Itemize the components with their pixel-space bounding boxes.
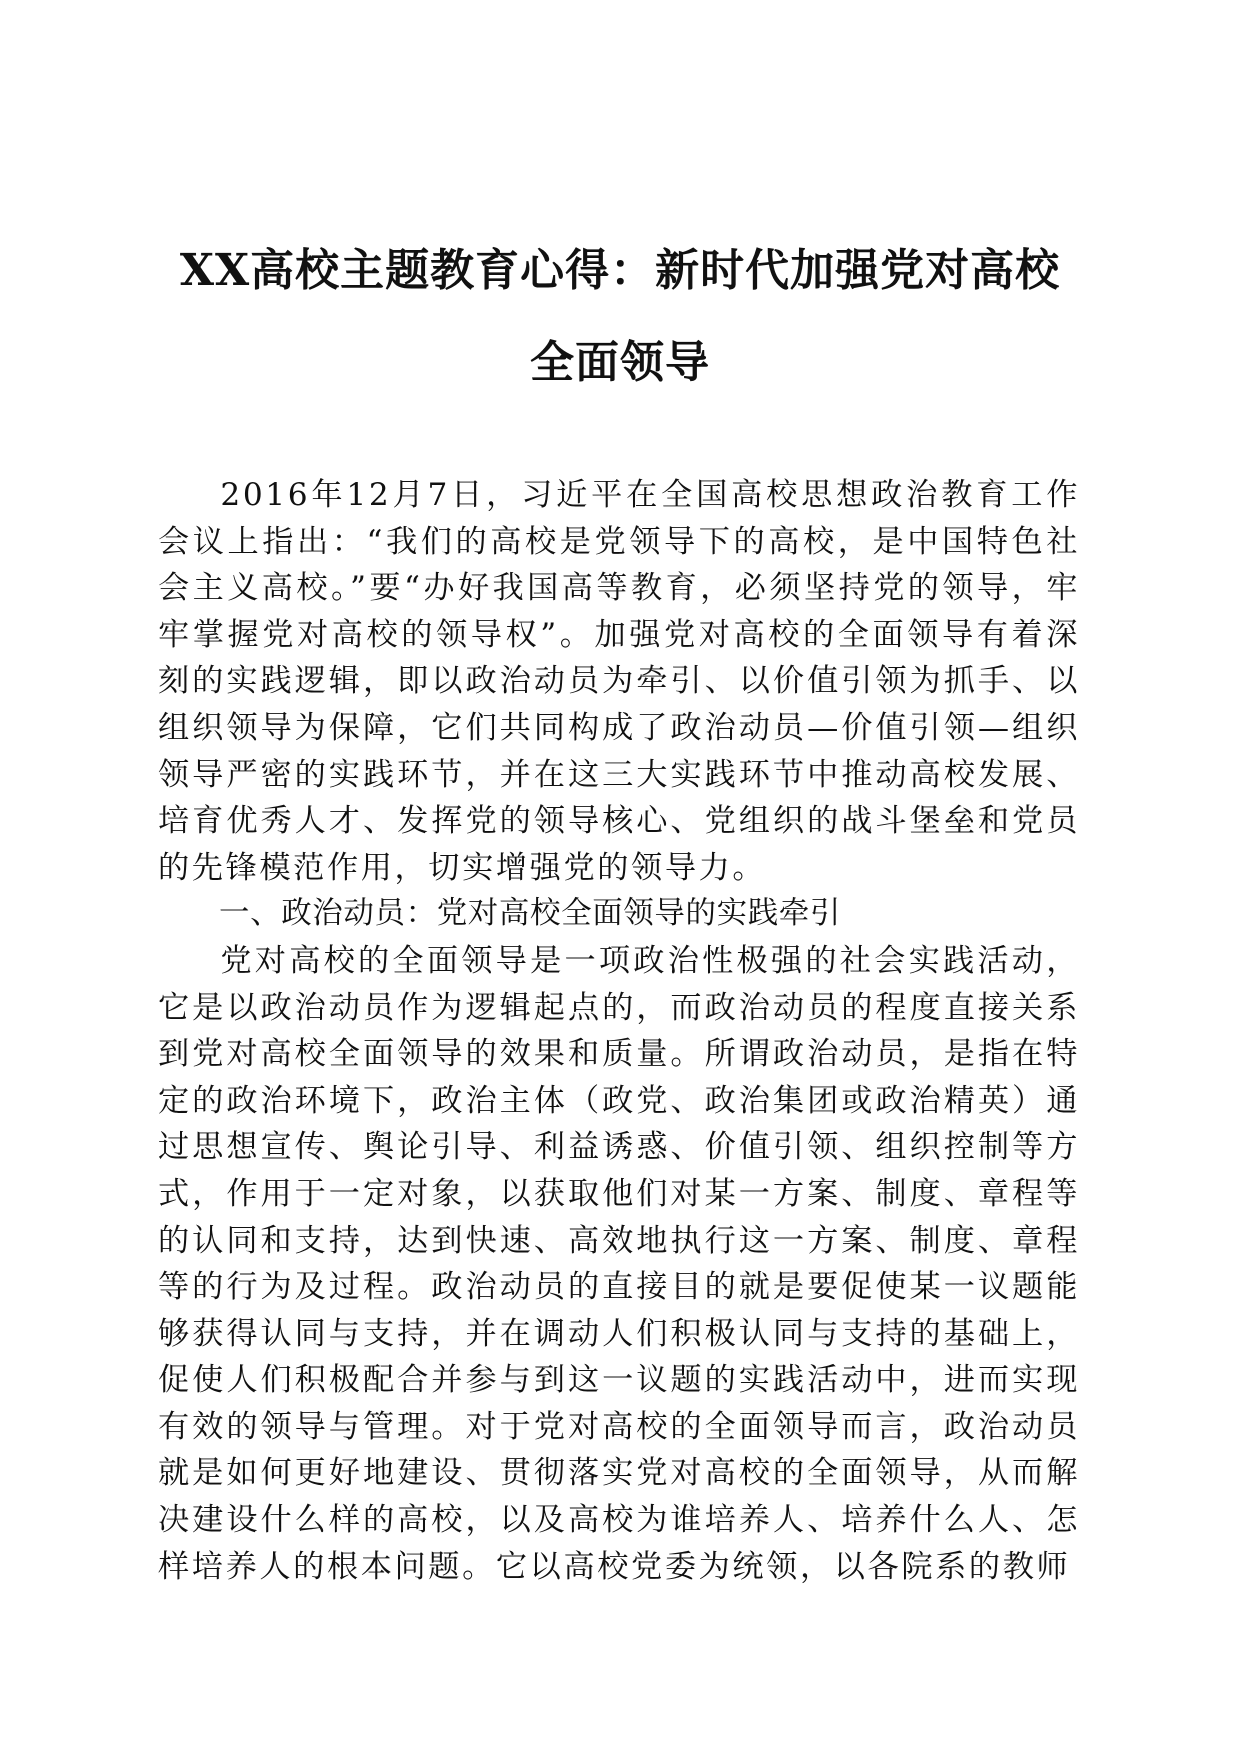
title-line-1: XX高校主题教育心得：新时代加强党对高校 <box>179 245 1061 296</box>
section-heading: 一、政治动员：党对高校全面领导的实践牵引 <box>219 896 841 932</box>
intro-paragraph: 2016年12月7日，习近平在全国高校思想政治教育工作会议上指出：“我们的高校是党领导下的高校，是中国特色社会主义高校。”要“办好我国高等教育，必须坚持党的领导，牢牢掌握党对高校的领导权”。加强党对高校的全面领导有着深刻的实践逻辑，即以政治动员为牵引、以价值引领为抓手、以组织领导为保障，它们共同构成了政治动员—价值引领—组织领导严密的实践环节，并在这三大实践环节中推动高校发展、培育优秀人才、发挥党的领导核心、党组织的战斗堡垒和党员的先锋模范作用，切实增强党的领导力。 <box>158 477 1080 886</box>
document-title <box>140 225 1100 409</box>
document-body <box>158 472 1080 1590</box>
title-line-2: 全面领导 <box>530 337 710 388</box>
section-paragraph: 党对高校的全面领导是一项政治性极强的社会实践活动，它是以政治动员作为逻辑起点的，而政治动员的程度直接关系到党对高校全面领导的效果和质量。所谓政治动员，是指在特定的政治环境下，政治主体（政党、政治集团或政治精英）通过思想宣传、舆论引导、利益诱惑、价值引领、组织控制等方式，作用于一定对象，以获取他们对某一方案、制度、章程等的认同和支持，达到快速、高效地执行这一方案、制度、章程等的行为及过程。政治动员的直接目的就是要促使某一议题能够获得认同与支持，并在调动人们积极认同与支持的基础上，促使人们积极配合并参与到这一议题的实践活动中，进而实现有效的领导与管理。对于党对高校的全面领导而言，政治动员就是如何更好地建设、贯彻落实党对高校的全面领导，从而解决建设什么样的高校，以及高校为谁培养人、培养什么人、怎样培养人的根本问题。它以高校党委为统领，以各院系的教师 <box>158 942 1080 1585</box>
